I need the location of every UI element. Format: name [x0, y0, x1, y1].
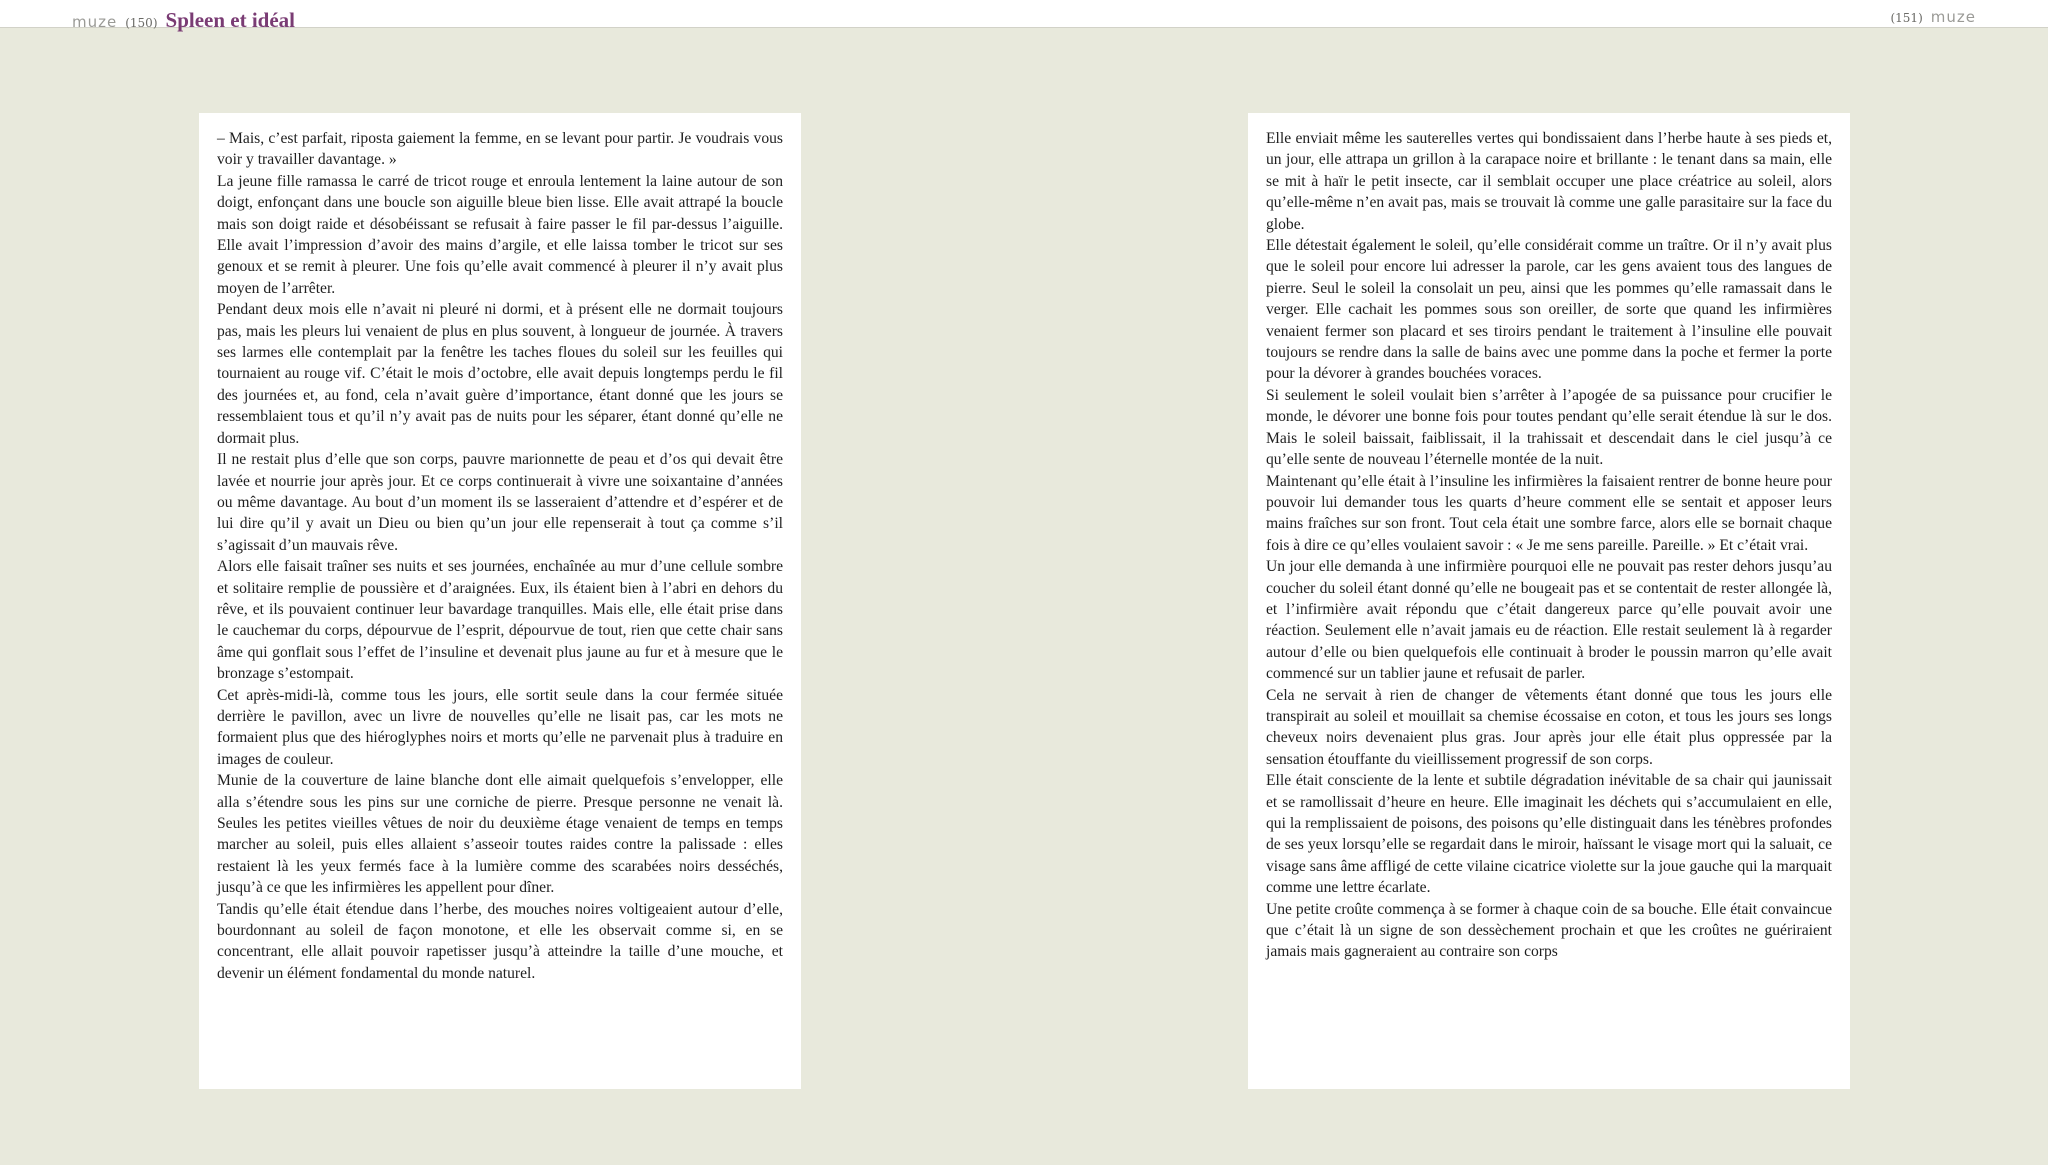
header-right: [1882, 8, 1976, 26]
paragraph: Maintenant qu’elle était à l’insuline les infirmières la faisaient rentrer de bonne heure pour pouvoir lui demander tous les quarts d’heure comment elle se sentait et apposer leurs mains fraîches sur son front. Tout cela était une sombre farce, alors elle se bornait chaque fois à dire ce qu’elles voulaient savoir : « Je me sens pareille. Pareille. » Et c’était vrai.: [1266, 472, 1832, 554]
paragraph: Il ne restait plus d’elle que son corps, pauvre marionnette de peau et d’os qui devait être lavée et nourrie jour après jour. Et ce corps continuerait à vivre une soixantaine d’années ou même davantage. Au bout d’un moment ils se lasseraient d’attendre et d’espérer et de lui dire qu’il y avait un Dieu ou bien qu’un jour elle repenserait à tout ça comme s’il s’agissait d’un mauvais rêve.: [217, 451, 783, 554]
page-header: [0, 0, 2048, 32]
magazine-logo-left: muze: [72, 13, 118, 31]
paragraph: La jeune fille ramassa le carré de tricot rouge et enroula lentement la laine autour de son doigt, enfonçant dans une boucle son aiguille bleue bien lisse. Elle avait attrapé la boucle mais son doigt raide et désobéissant se refusait à faire passer le fil par-dessus l’aiguille. Elle avait l’impression d’avoir des mains d’argile, et elle laissa tomber le tricot sur ses genoux et se remit à pleurer. Une fois qu’elle avait commencé à pleurer il n’y avait plus moyen de l’arrêter.: [217, 172, 783, 297]
paragraph: Si seulement le soleil voulait bien s’arrêter à l’apogée de sa puissance pour crucifier le monde, le dévorer une bonne fois pour toutes pendant qu’elle serait étendue là sur le dos. Mais le soleil baissait, faiblissait, il la trahissait et descendait dans le ciel jusqu’à ce qu’elle sente de nouveau l’éternelle montée de la nuit.: [1266, 386, 1832, 469]
section-title: Spleen et idéal: [165, 8, 296, 32]
paragraph: Elle enviait même les sauterelles vertes qui bondissaient dans l’herbe haute à ses pieds et, un jour, elle attrapa un grillon à la carapace noire et brillante : le tenant dans sa main, elle se mit à haïr le petit insecte, car il semblait occuper une place créatrice au soleil, alors qu’elle-même n’en avait pas, mais se trouvait là comme une galle parasitaire sur la face du globe.: [1266, 130, 1832, 233]
paragraph: Pendant deux mois elle n’avait ni pleuré ni dormi, et à présent elle ne dormait toujours pas, mais les pleurs lui venaient de plus en plus souvent, à longueur de journée. À travers ses larmes elle contemplait par la fenêtre les taches floues du soleil sur les feuilles qui tournaient au rouge vif. C’était le mois d’octobre, elle avait depuis longtemps perdu le fil des journées et, au fond, cela n’avait guère d’importance, étant donné que les jours se ressemblaient tous et qu’il n’y avait pas de nuits pour les séparer, étant donné qu’elle ne dormait plus.: [217, 301, 783, 447]
header-left: [72, 8, 295, 33]
right-page-text-block: [1248, 113, 1850, 1089]
paragraph: Une petite croûte commença à se former à chaque coin de sa bouche. Elle était convaincue que c’était là un signe de son dessèchement prochain et que les croûtes ne guériraient jamais mais gagneraient au contraire son corps: [1266, 900, 1832, 961]
paragraph: Cela ne servait à rien de changer de vêtements étant donné que tous les jours elle transpirait au soleil et mouillait sa chemise écossaise en coton, et tous les jours ses longs cheveux noirs devenaient plus gras. Jour après jour elle était plus oppressée par la sensation étouffante du vieillissement progressif de son corps.: [1266, 686, 1832, 768]
page-number-left: (150): [125, 16, 158, 30]
paragraph: – Mais, c’est parfait, riposta gaiement la femme, en se levant pour partir. Je voudrais vous voir y travailler davantage. »: [217, 130, 783, 169]
paragraph: Alors elle faisait traîner ses nuits et ses journées, enchaînée au mur d’une cellule sombre et solitaire remplie de poussière et d’araignées. Eux, ils étaient bien à l’abri en dehors du rêve, et ils pouvaient continuer leur bavardage tranquilles. Mais elle, elle était prise dans le cauchemar du corps, dépourvue de l’esprit, dépourvue de tout, rien que cette chair sans âme qui gonflait sous l’effet de l’insuline et devenait plus jaune au fur et à mesure que le bronzage s’estompait.: [217, 558, 783, 683]
paragraph: Tandis qu’elle était étendue dans l’herbe, des mouches noires voltigeaient autour d’elle, bourdonnant au soleil de façon monotone, et elle les observait comme si, en se concentrant, elle allait pouvoir rapetisser jusqu’à atteindre la taille d’une mouche, et devenir un élément fondamental du monde naturel.: [217, 900, 783, 982]
paragraph: Elle était consciente de la lente et subtile dégradation inévitable de sa chair qui jaunissait et se ramollissait d’heure en heure. Elle imaginait les déchets qui s’accumulaient en elle, qui la remplissaient de poisons, des poisons qu’elle distinguait dans les ténèbres profondes de ses yeux lorsqu’elle se regardait dans le miroir, haïssant le visage mort qui la saluait, ce visage sans âme affligé de cette vilaine cicatrice violette sur la joue gauche qui la marquait comme une lettre écarlate.: [1266, 772, 1832, 897]
left-page-text-block: [199, 113, 801, 1089]
paragraph: Munie de la couverture de laine blanche dont elle aimait quelquefois s’envelopper, elle alla s’étendre sous les pins sur une corniche de pierre. Presque personne ne venait là. Seules les petites vieilles vêtues de noir du deuxième étage venaient de temps en temps marcher au soleil, puis elles allaient s’asseoir toutes raides contre la palissade : elles restaient là les yeux fermés face à la lumière comme des scarabées noirs desséchés, jusqu’à ce que les infirmières les appellent pour dîner.: [217, 772, 783, 897]
page-number-right: (151): [1890, 11, 1923, 25]
paragraph: Elle détestait également le soleil, qu’elle considérait comme un traître. Or il n’y avait plus que le soleil pour encore lui adresser la parole, car les gens avaient tous des langues de pierre. Seul le soleil la consolait un peu, ainsi que les pommes qu’elle ramassait dans le verger. Elle cachait les pommes sous son oreiller, de sorte que quand les infirmières venaient fermer son placard et ses tiroirs pendant le traitement à l’insuline elle pouvait toujours se rendre dans la salle de bains avec une pomme dans la poche et fermer la porte pour la dévorer à grandes bouchées voraces.: [1266, 237, 1832, 383]
paragraph: Un jour elle demanda à une infirmière pourquoi elle ne pouvait pas rester dehors jusqu’au coucher du soleil étant donné qu’elle ne bougeait pas et se contentait de rester allongée là, et l’infirmière avait répondu que c’était dangereux parce qu’elle pouvait avoir une réaction. Seulement elle n’avait jamais eu de réaction. Elle restait seulement là à regarder autour d’elle ou bien quelquefois elle continuait à broder le poussin marron qu’elle avait commencé sur un tablier jaune et refusait de parler.: [1266, 558, 1832, 683]
magazine-logo-right: muze: [1930, 8, 1976, 26]
paragraph: Cet après-midi-là, comme tous les jours, elle sortit seule dans la cour fermée située derrière le pavillon, avec un livre de nouvelles qu’elle ne lisait pas, car les mots ne formaient plus que des hiéroglyphes noirs et morts qu’elle ne parvenait plus à traduire en images de couleur.: [217, 686, 783, 768]
